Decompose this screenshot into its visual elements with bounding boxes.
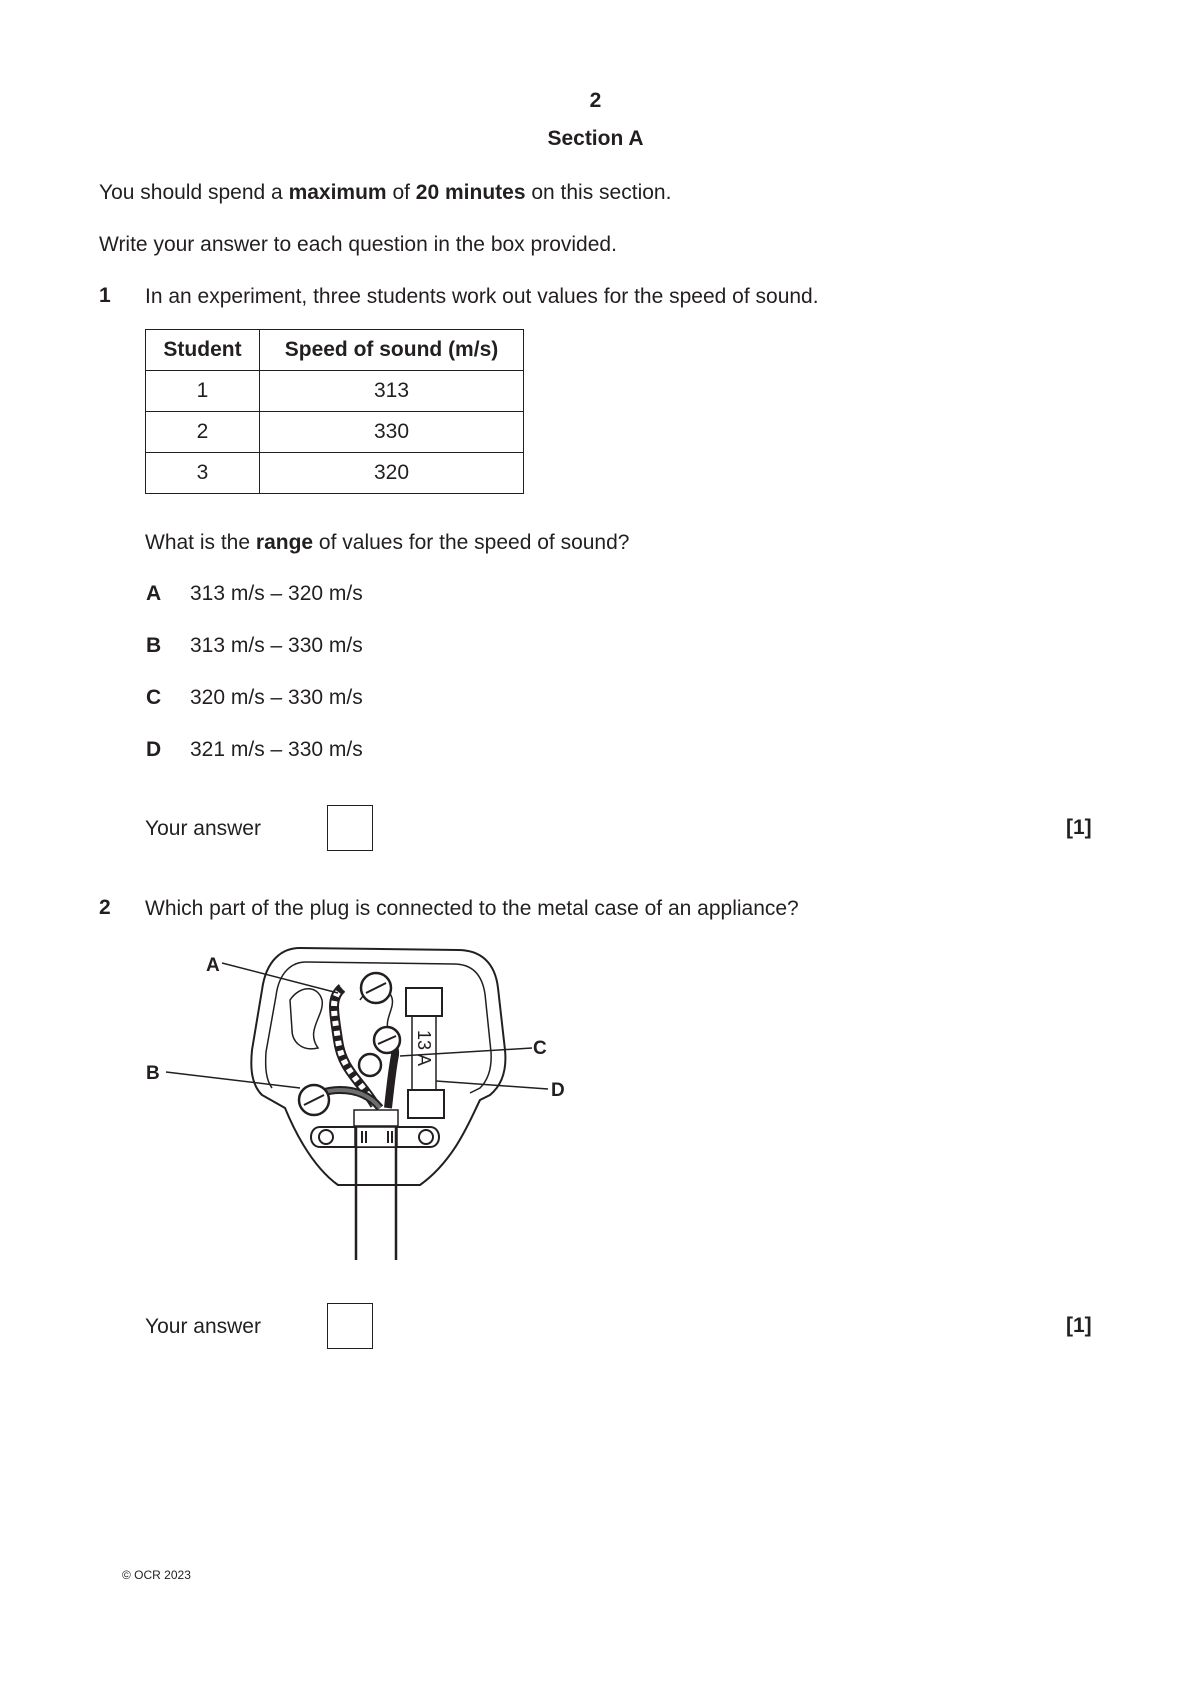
table-header-speed: Speed of sound (m/s) <box>260 330 524 371</box>
label-a: A <box>206 955 220 976</box>
table-header-row <box>146 330 524 371</box>
label-c: C <box>533 1038 547 1059</box>
question-1-number: 1 <box>99 284 111 307</box>
table-cell-student: 3 <box>146 453 260 494</box>
prompt-text: What is the <box>145 531 256 554</box>
table-header-student: Student <box>146 330 260 371</box>
question-1-stem: In an experiment, three students work out values for the speed of sound. <box>145 285 819 308</box>
table-cell-speed: 313 <box>260 371 524 412</box>
option-d-letter: D <box>146 738 162 761</box>
question-2-stem: Which part of the plug is connected to the metal case of an appliance? <box>145 897 799 920</box>
instruction-emphasis: maximum <box>288 181 387 204</box>
page-number: 2 <box>589 89 602 112</box>
table-cell-student: 2 <box>146 412 260 453</box>
question-2-number: 2 <box>99 896 111 919</box>
option-d-text: 321 m/s – 330 m/s <box>190 738 363 761</box>
fuse-rating: 13 A <box>414 1030 434 1067</box>
speed-of-sound-table <box>145 329 524 494</box>
table-cell-speed: 320 <box>260 453 524 494</box>
label-d: D <box>551 1080 565 1101</box>
prompt-emphasis: range <box>255 531 314 554</box>
question-1-prompt <box>145 530 629 556</box>
question-1-answer-box[interactable] <box>327 805 373 851</box>
plug-diagram <box>140 940 580 1260</box>
table-cell-speed: 330 <box>260 412 524 453</box>
question-1-marks: [1] <box>1066 816 1092 839</box>
label-b: B <box>146 1063 160 1084</box>
option-c-letter: C <box>146 686 162 709</box>
table-row <box>146 371 524 412</box>
table-row <box>146 453 524 494</box>
question-2-answer-label: Your answer <box>145 1315 261 1338</box>
instruction-text: of <box>386 181 416 204</box>
fuse-cap-top <box>406 988 442 1016</box>
instruction-text: You should spend a <box>99 181 289 204</box>
option-a-text: 313 m/s – 320 m/s <box>190 582 363 605</box>
question-1-answer-label: Your answer <box>145 817 261 840</box>
option-c-text: 320 m/s – 330 m/s <box>190 686 363 709</box>
table-row <box>146 412 524 453</box>
option-b-letter: B <box>146 634 162 657</box>
section-title: Section A <box>547 127 644 150</box>
table-cell-student: 1 <box>146 371 260 412</box>
question-2-answer-box[interactable] <box>327 1303 373 1349</box>
instruction-time <box>99 180 671 206</box>
instruction-text: on this section. <box>525 181 672 204</box>
copyright-footer: © OCR 2023 <box>122 1568 191 1582</box>
option-a-letter: A <box>146 582 162 605</box>
prompt-text: of values for the speed of sound? <box>313 531 630 554</box>
fuse-cap-bottom <box>408 1090 444 1118</box>
instruction-emphasis: 20 minutes <box>415 181 526 204</box>
option-b-text: 313 m/s – 330 m/s <box>190 634 363 657</box>
instruction-answer-box: Write your answer to each question in the box provided. <box>99 233 617 256</box>
question-2-marks: [1] <box>1066 1314 1092 1337</box>
